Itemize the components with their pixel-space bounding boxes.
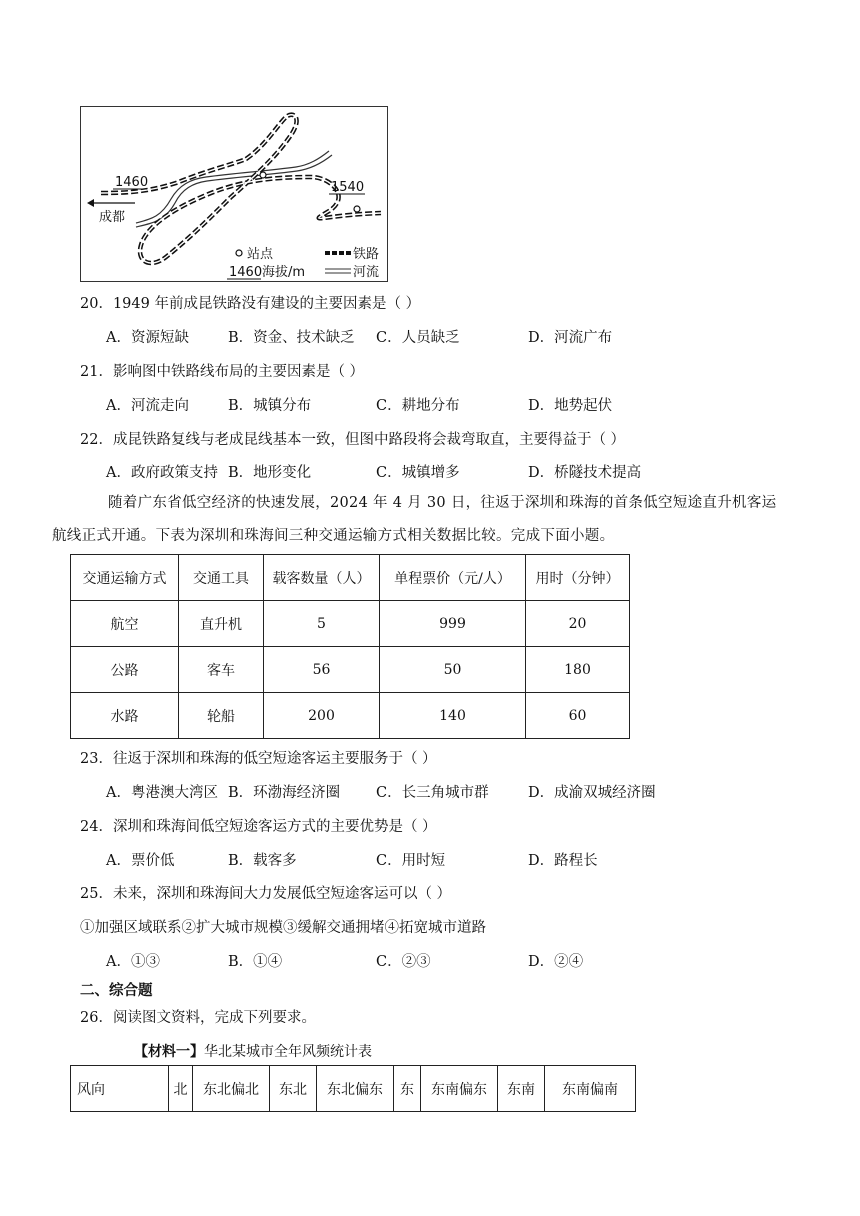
passage-line-1: 随着广东省低空经济的快速发展，2024 年 4 月 30 日，往返于深圳和珠海的首条低空短途直升机客运	[108, 495, 777, 511]
option-23-a[interactable]: A．粤港澳大湾区	[106, 785, 218, 801]
railway-map-svg	[81, 107, 387, 281]
table-cell: 20	[526, 601, 630, 647]
table-cell: 公路	[71, 647, 179, 693]
table-cell: 东南偏东	[421, 1066, 498, 1112]
option-24-c[interactable]: C．用时短	[376, 853, 446, 869]
table-row	[71, 1066, 636, 1112]
question-24: 24．深圳和珠海间低空短途客运方式的主要优势是（ ）	[80, 819, 437, 835]
table-cell: 东	[394, 1066, 421, 1112]
question-20: 20．1949 年前成昆铁路没有建设的主要因素是（ ）	[80, 296, 421, 312]
option-25-c[interactable]: C．②③	[376, 954, 431, 970]
elevation-label-right: 1540	[331, 180, 365, 195]
option-25-b[interactable]: B．①④	[228, 954, 283, 970]
table-cell: 东南偏南	[545, 1066, 636, 1112]
option-25-d[interactable]: D．②④	[528, 954, 584, 970]
legend-river: 河流	[353, 265, 380, 280]
option-21-b[interactable]: B．城镇分布	[228, 398, 312, 414]
table-cell: 5	[264, 601, 380, 647]
option-23-d[interactable]: D．成渝双城经济圈	[528, 785, 656, 801]
question-21: 21．影响图中铁路线布局的主要因素是（ ）	[80, 364, 365, 380]
legend-elev-value: 1460	[229, 265, 263, 280]
option-25-a[interactable]: A．①③	[106, 954, 160, 970]
option-23-b[interactable]: B．环渤海经济圈	[228, 785, 341, 801]
railway-map	[80, 106, 388, 282]
question-25: 25．未来，深圳和珠海间大力发展低空短途客运可以（ ）	[80, 886, 452, 902]
option-21-c[interactable]: C．耕地分布	[376, 398, 460, 414]
option-24-b[interactable]: B．载客多	[228, 853, 297, 869]
table-cell: 东北偏北	[193, 1066, 270, 1112]
option-20-c[interactable]: C．人员缺乏	[376, 330, 460, 346]
question-23: 23．往返于深圳和珠海的低空短途客运主要服务于（ ）	[80, 751, 437, 767]
table-cell: 999	[380, 601, 526, 647]
option-20-a[interactable]: A．资源短缺	[106, 330, 189, 346]
table-header: 交通运输方式	[71, 555, 179, 601]
legend-railway: 铁路	[353, 247, 380, 262]
table-cell: 东北	[270, 1066, 317, 1112]
material-label: 【材料一】	[134, 1044, 204, 1060]
table-header: 载客数量（人）	[264, 555, 380, 601]
table-header: 交通工具	[179, 555, 264, 601]
table-cell: 东北偏东	[317, 1066, 394, 1112]
table-cell: 风向	[71, 1066, 169, 1112]
table-header-row	[71, 555, 630, 601]
elevation-label-left: 1460	[115, 175, 149, 190]
table-cell: 200	[264, 693, 380, 739]
table-header: 单程票价（元/人）	[380, 555, 526, 601]
option-21-a[interactable]: A．河流走向	[106, 398, 189, 414]
table-cell: 东南	[498, 1066, 545, 1112]
map-legend	[221, 239, 387, 281]
question-25-statements: ①加强区域联系②扩大城市规模③缓解交通拥堵④拓宽城市道路	[80, 920, 486, 936]
option-22-d[interactable]: D．桥隧技术提高	[528, 465, 642, 481]
table-cell: 航空	[71, 601, 179, 647]
table-cell: 50	[380, 647, 526, 693]
option-22-b[interactable]: B．地形变化	[228, 465, 312, 481]
section-title: 二、综合题	[80, 982, 153, 999]
option-22-c[interactable]: C．城镇增多	[376, 465, 460, 481]
station-legend-icon	[236, 250, 242, 256]
table-row	[71, 647, 630, 693]
table-header: 用时（分钟）	[526, 555, 630, 601]
table-cell: 客车	[179, 647, 264, 693]
table-cell: 60	[526, 693, 630, 739]
material-text: 华北某城市全年风频统计表	[204, 1044, 372, 1060]
option-22-a[interactable]: A．政府政策支持	[106, 465, 218, 481]
table-cell: 轮船	[179, 693, 264, 739]
station-marker	[260, 172, 266, 178]
option-20-b[interactable]: B．资金、技术缺乏	[228, 330, 355, 346]
table-cell: 180	[526, 647, 630, 693]
question-26: 26．阅读图文资料，完成下列要求。	[80, 1010, 316, 1026]
city-label: 成都	[99, 210, 126, 225]
station-marker	[354, 206, 360, 212]
table-cell: 140	[380, 693, 526, 739]
table-cell: 北	[169, 1066, 193, 1112]
option-24-a[interactable]: A．票价低	[106, 853, 175, 869]
table-cell: 56	[264, 647, 380, 693]
material-caption	[134, 1041, 372, 1061]
option-23-c[interactable]: C．长三角城市群	[376, 785, 489, 801]
option-24-d[interactable]: D．路程长	[528, 853, 598, 869]
table-row	[71, 601, 630, 647]
wind-frequency-table	[70, 1065, 636, 1112]
passage	[52, 487, 780, 553]
transport-table	[70, 554, 630, 739]
legend-station: 站点	[247, 247, 274, 262]
legend-elevation: 海拔/m	[262, 265, 306, 280]
option-21-d[interactable]: D．地势起伏	[528, 398, 613, 414]
passage-line-2: 航线正式开通。下表为深圳和珠海间三种交通运输方式相关数据比较。完成下面小题。	[52, 528, 615, 544]
table-cell: 直升机	[179, 601, 264, 647]
option-20-d[interactable]: D．河流广布	[528, 330, 613, 346]
question-22: 22．成昆铁路复线与老成昆线基本一致，但图中路段将会裁弯取直，主要得益于（ ）	[80, 432, 626, 448]
table-cell: 水路	[71, 693, 179, 739]
table-row	[71, 693, 630, 739]
